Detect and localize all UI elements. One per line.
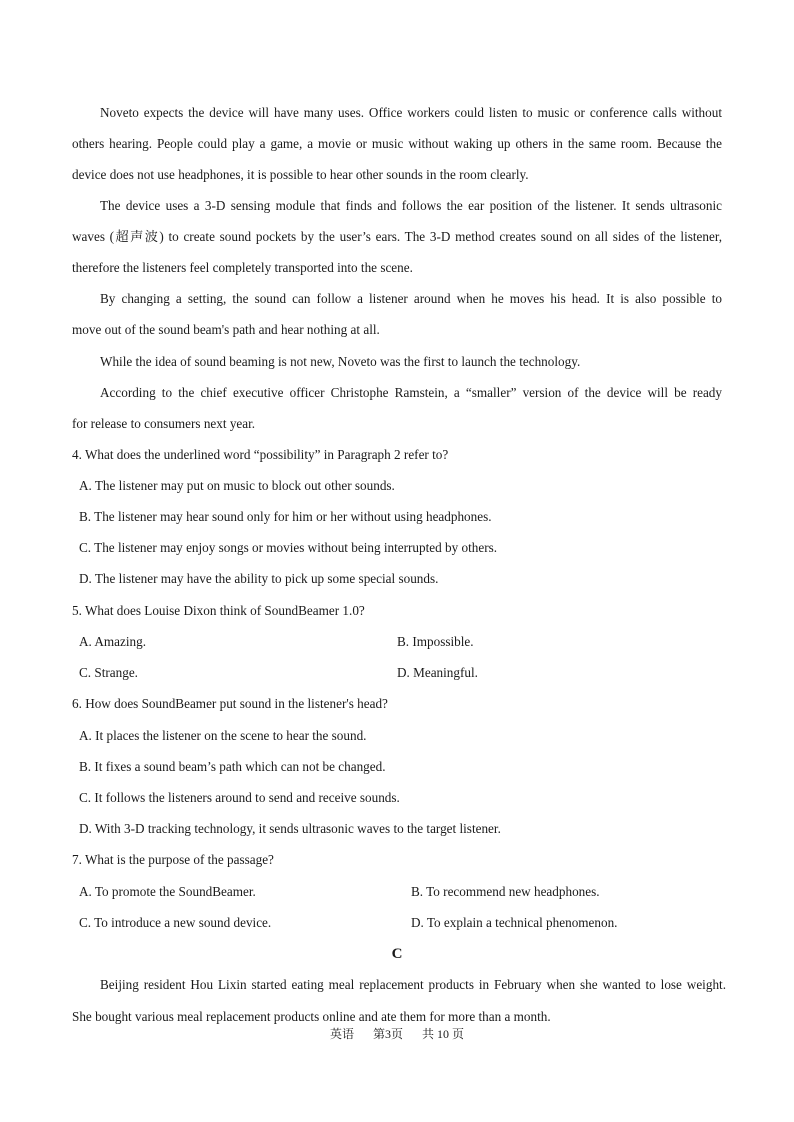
paragraph-line: for release to consumers next year.: [72, 416, 256, 431]
question-5-stem: 5. What does Louise Dixon think of SoundBeamer 1.0?: [72, 603, 365, 618]
question-6-option-b: B. It fixes a sound beam’s path which can not be changed.: [79, 759, 386, 774]
paragraph-line: move out of the sound beam's path and hear nothing at all.: [72, 322, 380, 337]
question-7-option-a: A. To promote the SoundBeamer.: [79, 884, 256, 899]
question-5-option-c: C. Strange.: [79, 665, 138, 680]
question-7-option-b: B. To recommend new headphones.: [411, 884, 600, 899]
question-7-stem: 7. What is the purpose of the passage?: [72, 852, 274, 867]
question-6-stem: 6. How does SoundBeamer put sound in the listener's head?: [72, 696, 388, 711]
footer-total-pages: 共 10 页: [422, 1027, 465, 1041]
question-4-option-a: A. The listener may put on music to block out other sounds.: [79, 478, 395, 493]
paragraph-line: therefore the listeners feel completely transported into the scene.: [72, 260, 413, 275]
question-4-option-c: C. The listener may enjoy songs or movies without being interrupted by others.: [79, 540, 498, 555]
paragraph-line: Noveto expects the device will have many uses. Office workers could listen to music or conference calls without: [100, 105, 722, 120]
question-6-option-d: D. With 3-D tracking technology, it sends ultrasonic waves to the target listener.: [79, 821, 501, 836]
question-4-option-b: B. The listener may hear sound only for him or her without using headphones.: [79, 509, 492, 524]
paragraph-line: By changing a setting, the sound can follow a listener around when he moves his head. It is also possible to: [100, 291, 722, 306]
paragraph-line: waves (超声波) to create sound pockets by the user’s ears. The 3-D method creates sound on all sides of the listener,: [72, 229, 722, 244]
question-5-option-a: A. Amazing.: [79, 634, 147, 649]
question-4-stem: 4. What does the underlined word “possibility” in Paragraph 2 refer to?: [72, 447, 449, 462]
section-heading: C: [391, 946, 403, 962]
question-6-option-c: C. It follows the listeners around to send and receive sounds.: [79, 790, 400, 805]
question-4-option-d: D. The listener may have the ability to pick up some special sounds.: [79, 571, 439, 586]
paragraph-line: device does not use headphones, it is possible to hear other sounds in the room clearly.: [72, 167, 529, 182]
question-5-option-b: B. Impossible.: [397, 634, 474, 649]
page-footer: [0, 1024, 794, 1044]
paragraph-line: others hearing. People could play a game, a movie or music without waking up others in the same room. Because the: [72, 136, 722, 151]
paragraph-line: While the idea of sound beaming is not new, Noveto was the first to launch the technology.: [100, 354, 581, 369]
question-5-option-d: D. Meaningful.: [397, 665, 478, 680]
footer-page-number: 第3页: [372, 1027, 403, 1041]
footer-subject: 英语: [329, 1027, 354, 1041]
question-7-option-c: C. To introduce a new sound device.: [79, 915, 272, 930]
paragraph-line: The device uses a 3-D sensing module that finds and follows the ear position of the listener. It sends ultrasonic: [100, 198, 722, 213]
paragraph-line: She bought various meal replacement products online and ate them for more than a month.: [72, 1009, 551, 1024]
question-6-option-a: A. It places the listener on the scene to hear the sound.: [79, 728, 367, 743]
paragraph-line: Beijing resident Hou Lixin started eating meal replacement products in February when she wanted to lose weight.: [100, 977, 726, 992]
question-7-option-d: D. To explain a technical phenomenon.: [411, 915, 618, 930]
paragraph-line: According to the chief executive officer Christophe Ramstein, a “smaller” version of the device will be ready: [100, 385, 722, 400]
